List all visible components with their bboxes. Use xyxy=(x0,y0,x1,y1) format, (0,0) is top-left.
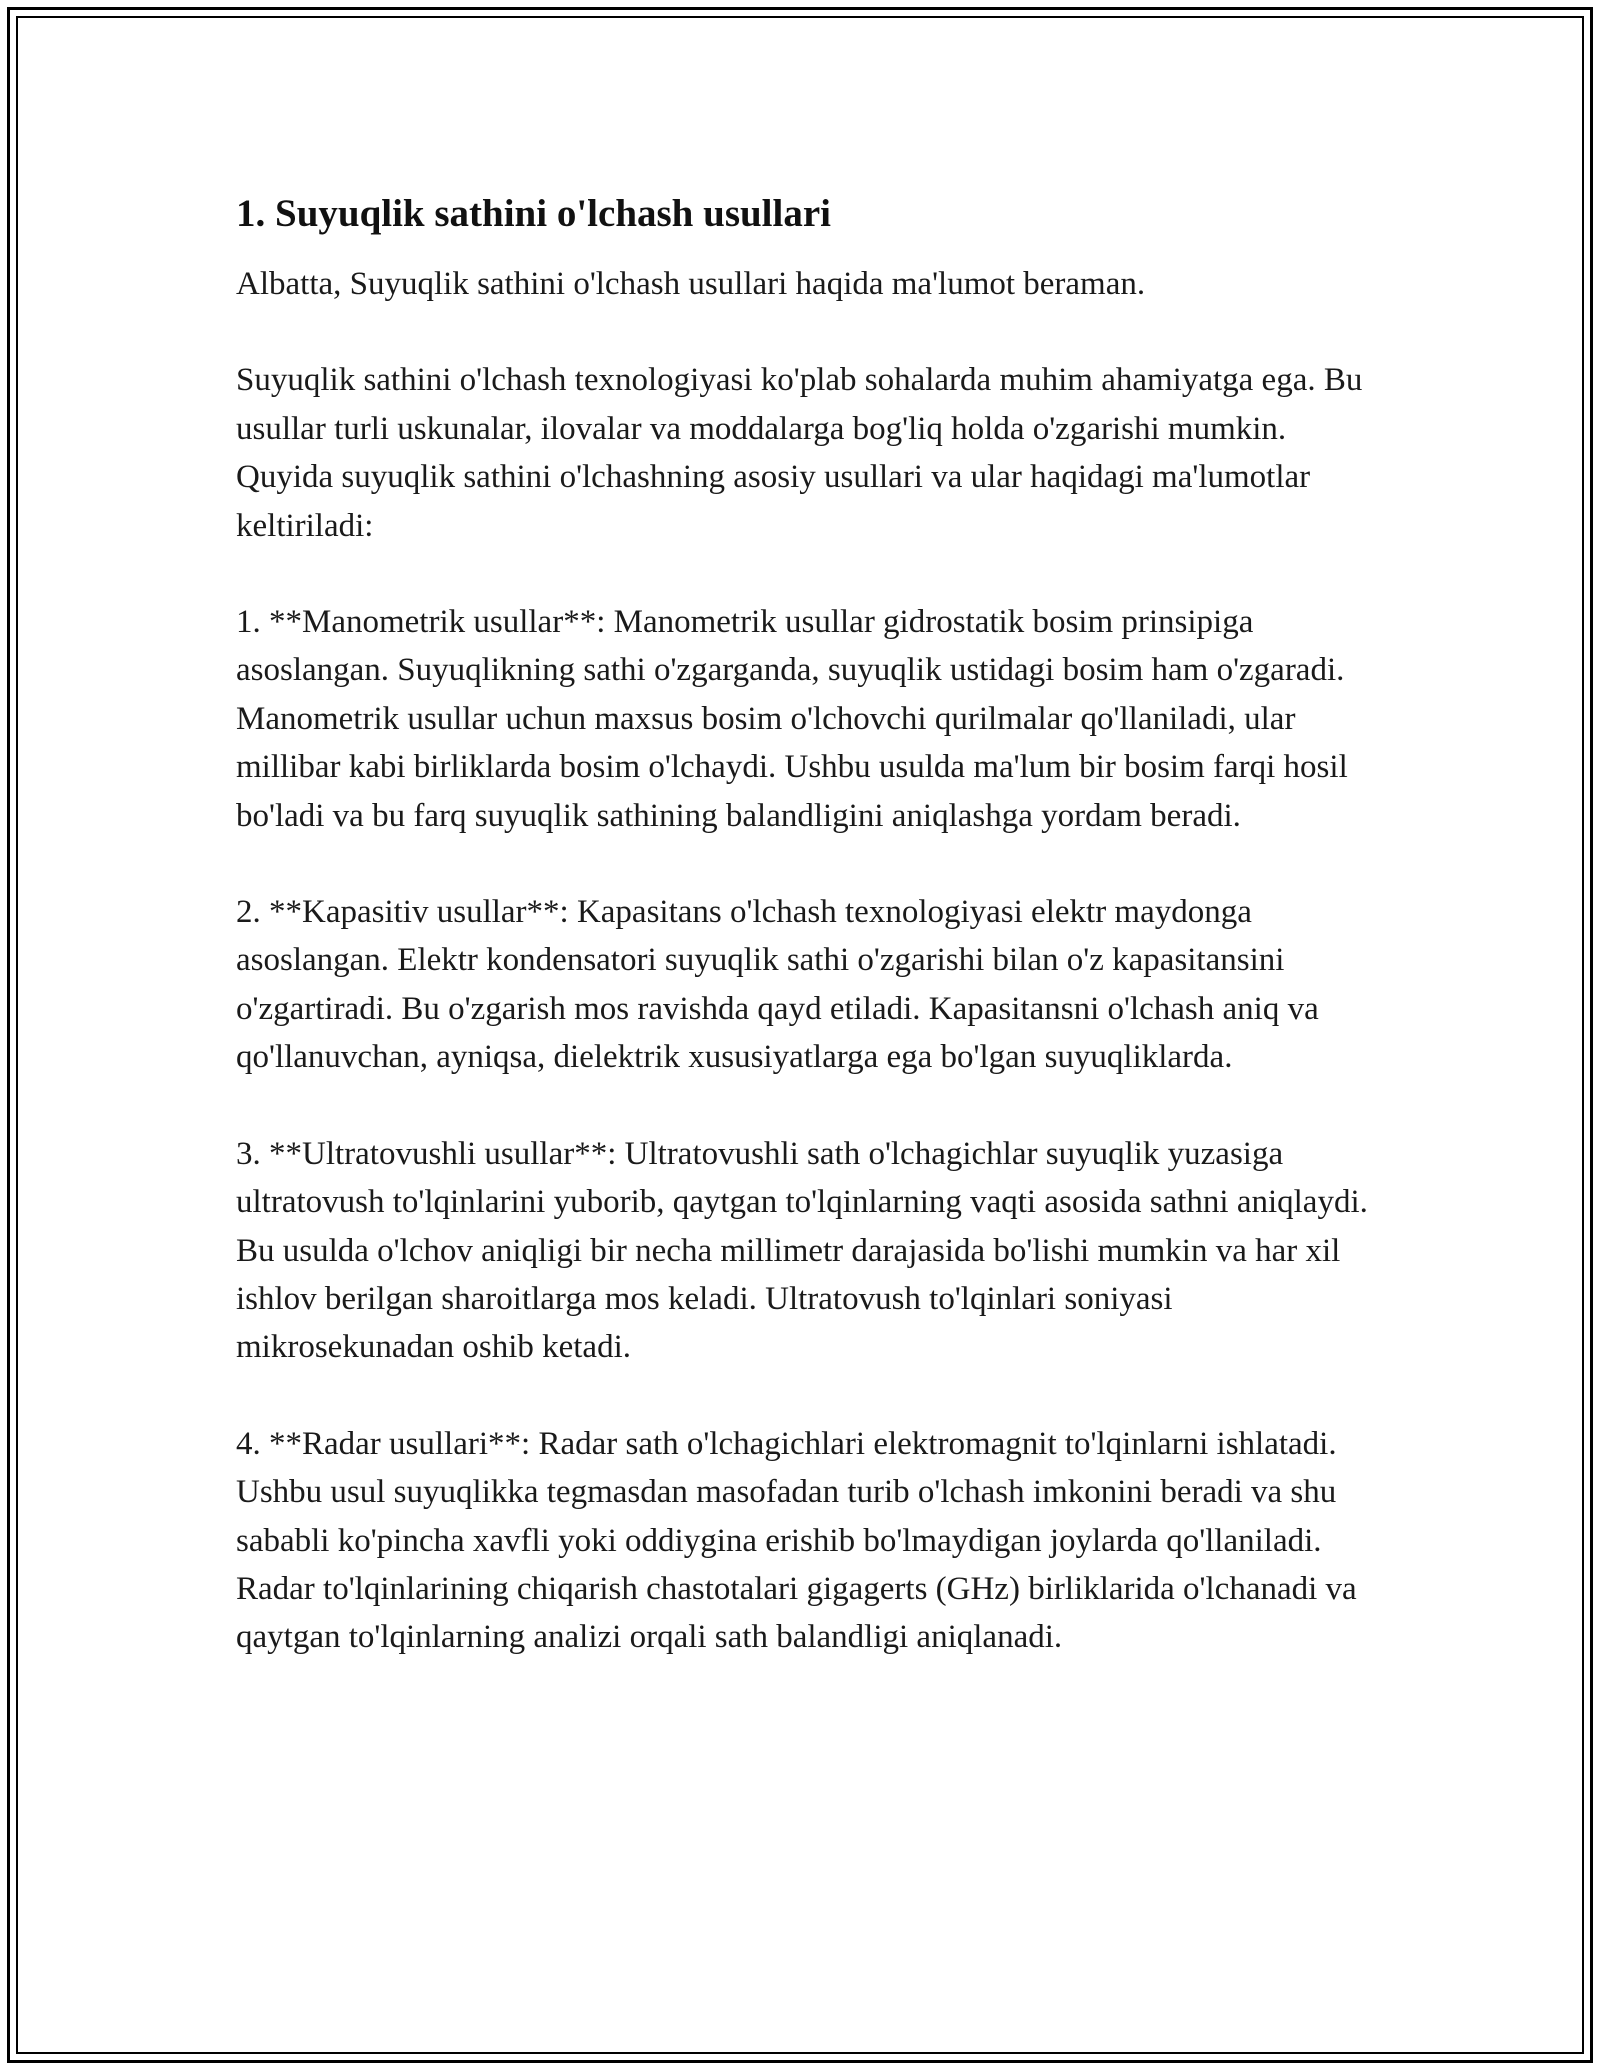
paragraph-capacitive: 2. **Kapasitiv usullar**: Kapasitans o'lchash texnologiyasi elektr maydonga asoslangan. Elektr kondensatori suyuqlik sathi o'zgarishi bilan o'z kapasitansini o'zgartiradi. Bu o'zgarish mos ravishda qayd etiladi. Kapasitansni o'lchash aniq va qo'llanuvchan, ayniqsa, dielektrik xususiyatlarga ega bo'lgan suyuqliklarda. xyxy=(236,894,1319,1076)
document-body xyxy=(236,190,1386,1662)
paragraph-overview: Suyuqlik sathini o'lchash texnologiyasi ko'plab sohalarda muhim ahamiyatga ega. Bu usullar turli uskunalar, ilovalar va moddalarga bog'liq holda o'zgarishi mumkin. Quyida suyuqlik sathini o'lchashning asosiy usullari va ular haqidagi ma'lumotlar keltiriladi: xyxy=(236,362,1363,544)
paragraph-intro: Albatta, Suyuqlik sathini o'lchash usullari haqida ma'lumot beraman. xyxy=(236,266,1146,302)
paragraph-radar: 4. **Radar usullari**: Radar sath o'lchagichlari elektromagnit to'lqinlarni ishlatadi. Ushbu usul suyuqlikka tegmasdan masofadan turib o'lchash imkonini beradi va shu sababli ko'pincha xavfli yoki oddiygina erishib bo'lmaydigan joylarda qo'llaniladi. Radar to'lqinlarining chiqarish chastotalari gigagerts (GHz) birliklarida o'lchanadi va qaytgan to'lqinlarning analizi orqali sath balandligi aniqlanadi. xyxy=(236,1425,1357,1656)
paragraph-ultrasonic: 3. **Ultratovushli usullar**: Ultratovushli sath o'lchagichlar suyuqlik yuzasiga ultratovush to'lqinlarini yuborib, qaytgan to'lqinlarning vaqti asosida sathni aniqlaydi. Bu usulda o'lchov aniqligi bir necha millimetr darajasida bo'lishi mumkin va har xil ishlov berilgan sharoitlarga mos keladi. Ultratovush to'lqinlari soniyasi mikrosekunadan oshib ketadi. xyxy=(236,1135,1368,1366)
paragraph-manometric: 1. **Manometrik usullar**: Manometrik usullar gidrostatik bosim prinsipiga asoslangan. Suyuqlikning sathi o'zgarganda, suyuqlik ustidagi bosim ham o'zgaradi. Manometrik usullar uchun maxsus bosim o'lchovchi qurilmalar qo'llaniladi, ular millibar kabi birliklarda bosim o'lchaydi. Ushbu usulda ma'lum bir bosim farqi hosil bo'ladi va bu farq suyuqlik sathining balandligini aniqlashga yordam beradi. xyxy=(236,604,1348,834)
document-title: 1. Suyuqlik sathini o'lchash usullari xyxy=(236,192,831,235)
